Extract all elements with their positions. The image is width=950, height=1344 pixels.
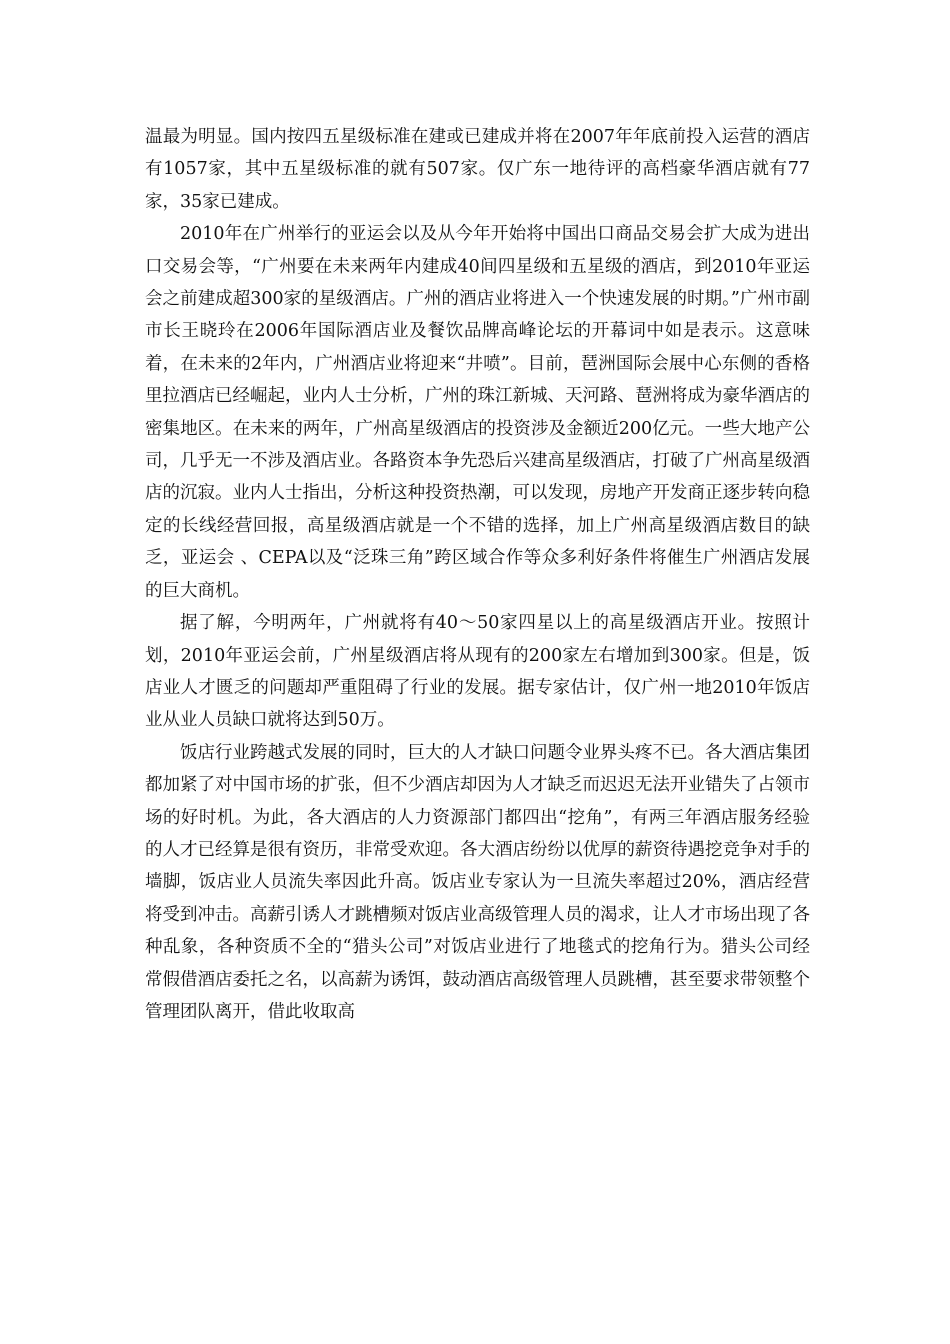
paragraph-hotel-openings: 据了解，今明两年，广州就将有40～50家四星以上的高星级酒店开业。按照计划，2010年亚运会前，广州星级酒店将从现有的200家左右增加到300家。但是，饭店业人才匮乏的问题却严重阻碍了行业的发展。据专家估计，仅广州一地2010年饭店业从业人员缺口就将达到50万。: [145, 613, 810, 731]
paragraph-talent-shortage: 饭店行业跨越式发展的同时，巨大的人才缺口问题令业界头疼不已。各大酒店集团都加紧了对中国市场的扩张，但不少酒店却因为人才缺乏而迟迟无法开业错失了占领市场的好时机。为此，各大酒店的人力资源部门都四出“挖角”，有两三年酒店服务经验的人才已经算是很有资历，非常受欢迎。各大酒店纷纷以优厚的薪资待遇挖竞争对手的墙脚，饭店业人员流失率因此升高。饭店业专家认为一旦流失率超过20%，酒店经营将受到冲击。高薪引诱人才跳槽频对饭店业高级管理人员的渴求，让人才市场出现了各种乱象，各种资质不全的“猎头公司”对饭店业进行了地毯式的挖角行为。猎头公司经常假借酒店委托之名，以高薪为诱饵，鼓动酒店高级管理人员跳槽，甚至要求带领整个管理团队离开，借此收取高: [145, 742, 810, 1022]
paragraph-continued: 温最为明显。国内按四五星级标准在建或已建成并将在2007年年底前投入运营的酒店有1057家，其中五星级标准的就有507家。仅广东一地待评的高档豪华酒店就有77家，35家已建成。: [145, 127, 810, 212]
document-body: [145, 121, 810, 1028]
paragraph-asian-games-hotels: 2010年在广州举行的亚运会以及从今年开始将中国出口商品交易会扩大成为进出口交易会等，“广州要在未来两年内建成40间四星级和五星级的酒店，到2010年亚运会之前建成超300家的星级酒店。广州的酒店业将进入一个快速发展的时期。”广州市副市长王晓玲在2006年国际酒店业及餐饮品牌高峰论坛的开幕词中如是表示。这意味着，在未来的2年内，广州酒店业将迎来“井喷”。目前，琶洲国际会展中心东侧的香格里拉酒店已经崛起，业内人士分析，广州的珠江新城、天河路、琶洲将成为豪华酒店的密集地区。在未来的两年，广州高星级酒店的投资涉及金额近200亿元。一些大地产公司，几乎无一不涉及酒店业。各路资本争先恐后兴建高星级酒店，打破了广州高星级酒店的沉寂。业内人士指出，分析这种投资热潮，可以发现，房地产开发商正逐步转向稳定的长线经营回报，高星级酒店就是一个不错的选择，加上广州高星级酒店数目的缺乏，亚运会 、CEPA以及“泛珠三角”跨区域合作等众多利好条件将催生广州酒店发展的巨大商机。: [145, 224, 810, 601]
